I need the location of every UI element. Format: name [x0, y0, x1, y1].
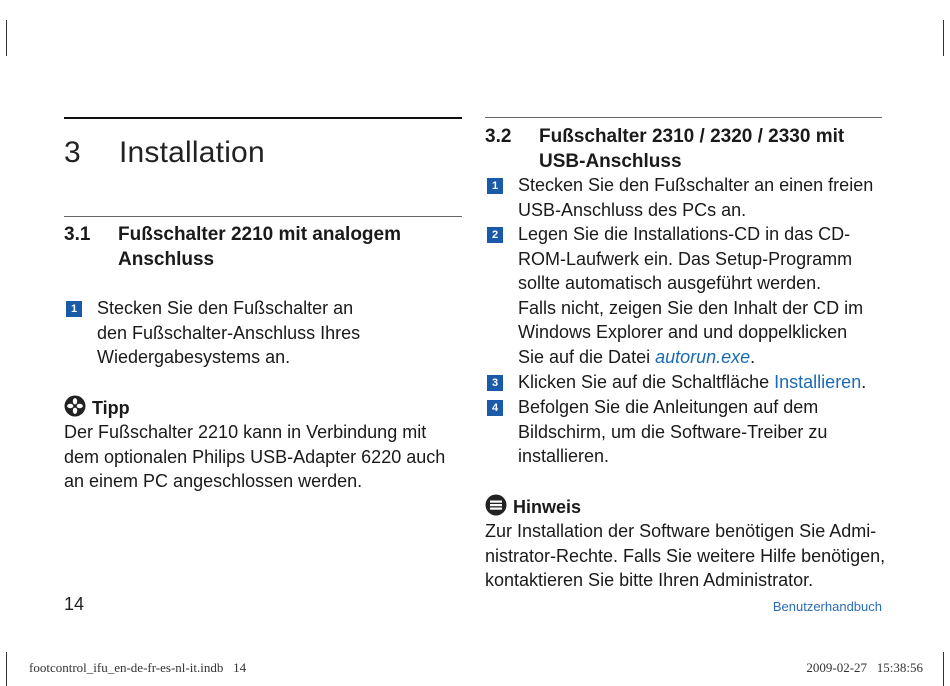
step-text-line: Legen Sie die Installations-CD in das CD- [518, 224, 851, 244]
step-text-line: USB-Anschluss des PCs an. [518, 199, 747, 220]
crop-mark [943, 652, 944, 686]
step-text-line: sollte automatisch ausgeführt werden. [518, 273, 822, 294]
crop-mark [6, 652, 7, 686]
step-badge: 2 [487, 227, 503, 243]
step-text-line: installieren. [518, 446, 610, 467]
section-heading-3-1 [64, 222, 462, 272]
tip-text-line: an einem PC angeschlossen werden. [64, 471, 363, 492]
note-text-line: kontaktieren Sie bitte Ihren Administrator. [485, 570, 814, 591]
section-title-line: Anschluss [118, 249, 215, 270]
chapter-title: Installation [119, 136, 265, 169]
section-title-line: USB-Anschluss [539, 151, 682, 172]
step-badge: 3 [487, 375, 503, 391]
note-title: Hinweis [513, 497, 582, 517]
tip-icon [64, 395, 86, 423]
tip-title: Tipp [92, 398, 130, 418]
step-badge: 4 [487, 400, 503, 416]
section-rule-left [64, 216, 462, 217]
section-number: 3.2 [485, 126, 512, 147]
slug-timestamp: 2009-02-27 15:38:56 [806, 660, 923, 675]
chapter-rule [64, 117, 462, 119]
section-heading-3-2 [485, 124, 882, 174]
step-text-line: Befolgen Sie die Anleitungen auf dem [518, 397, 819, 417]
step-text-line: Bildschirm, um die Software-Treiber zu [518, 421, 828, 442]
step-text-line: Stecken Sie den Fußschalter an [97, 298, 354, 318]
step-badge: 1 [66, 301, 82, 317]
page-number: 14 [64, 594, 85, 614]
step-text-line: den Fußschalter-Anschluss Ihres [97, 322, 361, 343]
step-text: Sie auf die Datei [518, 346, 656, 367]
section-title-line: Fußschalter 2310 / 2320 / 2330 mit [539, 126, 845, 147]
crop-mark [943, 20, 944, 56]
tip-body [64, 420, 445, 494]
step-text-line: ROM-Laufwerk ein. Das Setup-Programm [518, 248, 853, 269]
slug-file-info: footcontrol_ifu_en-de-fr-es-nl-it.indb 14 [29, 660, 247, 675]
note-body [485, 519, 885, 593]
step-text: . [861, 372, 867, 392]
step-text-line: Wiedergabesystems an. [97, 347, 291, 368]
section-title-line: Fußschalter 2210 mit analogem [118, 224, 401, 245]
crop-mark [6, 20, 7, 56]
step-badge: 1 [487, 178, 503, 194]
doc-label: Benutzerhandbuch [772, 599, 882, 614]
tip-heading [64, 395, 130, 423]
install-button-reference[interactable]: Installieren [774, 372, 862, 392]
autorun-file-link[interactable]: autorun.exe [655, 346, 751, 367]
step-text-line [518, 345, 863, 370]
step-text-line: Stecken Sie den Fußschalter an einen freien [518, 175, 874, 195]
step-text-line: Windows Explorer and und doppelklicken [518, 322, 848, 343]
chapter-number: 3 [64, 136, 81, 169]
chapter-heading [64, 136, 265, 170]
step-text: Klicken Sie auf die Schaltfläche [518, 372, 775, 392]
note-heading [485, 494, 581, 522]
note-icon [485, 494, 507, 522]
note-text-line: nistrator-Rechte. Falls Sie weitere Hilfe benötigen, [485, 545, 886, 566]
note-text-line: Zur Installation der Software benötigen Sie Admi- [485, 521, 877, 541]
tip-text-line: dem optionalen Philips USB-Adapter 6220 auch [64, 446, 446, 467]
section-rule-right [485, 117, 882, 118]
step-text-line: Falls nicht, zeigen Sie den Inhalt der CD im [518, 297, 864, 318]
step-text-line [518, 370, 866, 395]
section-number: 3.1 [64, 224, 91, 245]
tip-text-line: Der Fußschalter 2210 kann in Verbindung mit [64, 422, 427, 442]
step-text: . [750, 346, 756, 367]
